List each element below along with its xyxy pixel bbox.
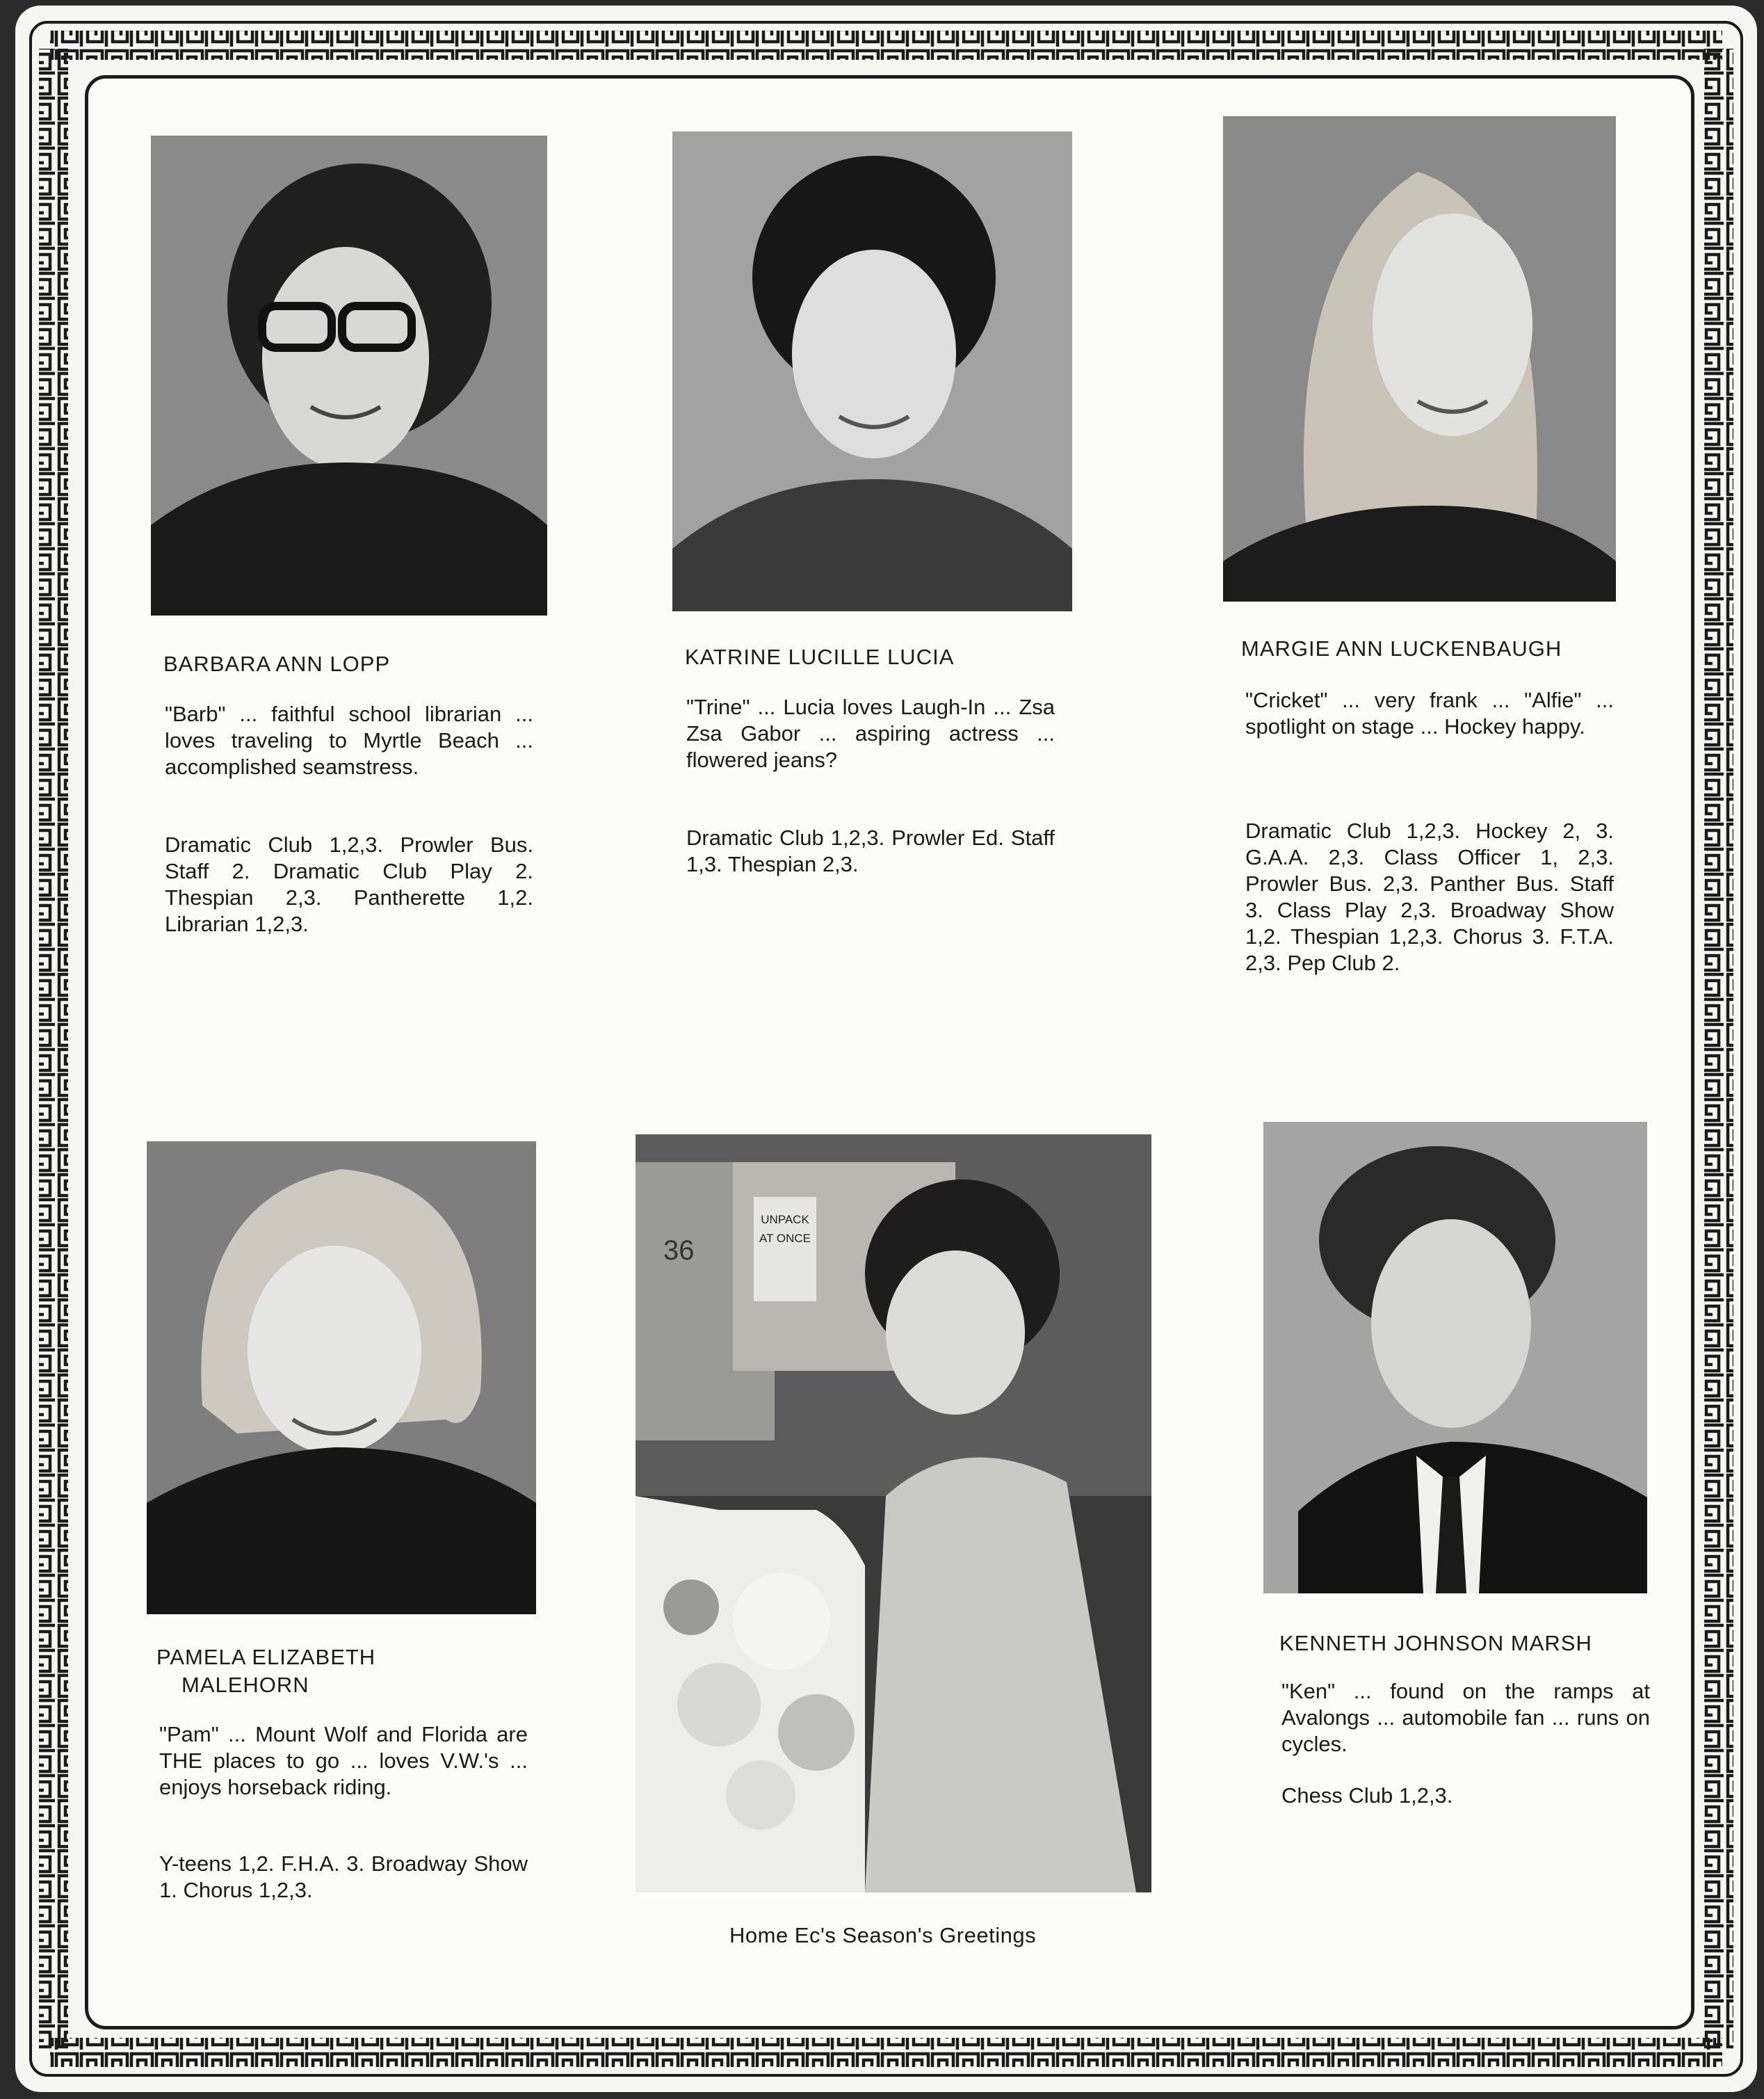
senior-bio-5: "Ken" ... found on the ramps at Avalongs ... automobile fan ... runs on cycles.	[1281, 1679, 1650, 1756]
senior-name-1: BARBARA ANN LOPP	[163, 652, 391, 676]
portrait-photo-barbara	[151, 136, 547, 616]
senior-bio-4: "Pam" ... Mount Wolf and Florida are THE places to go ... loves V.W.'s ... enjoys horseback riding.	[159, 1722, 528, 1799]
box-label-unpack: UNPACK	[761, 1213, 809, 1226]
candid-photo-home-ec	[636, 1134, 1151, 1892]
senior-name-5: KENNETH JOHNSON MARSH	[1279, 1631, 1592, 1655]
box-number: 36	[663, 1235, 695, 1266]
senior-bio-1: "Barb" ... faithful school librarian ... loves traveling to Myrtle Beach ... accomplished seamstress.	[165, 702, 533, 779]
yearbook-page	[15, 6, 1757, 2092]
portrait-photo-kenneth	[1263, 1122, 1647, 1593]
candid-photo-caption: Home Ec's Season's Greetings	[729, 1923, 1037, 1947]
senior-bio-2: "Trine" ... Lucia loves Laugh-In ... Zsa Zsa Gabor ... aspiring actress ... flowered jeans?	[686, 695, 1055, 772]
senior-activities-4: Y-teens 1,2. F.H.A. 3. Broadway Show 1. Chorus 1,2,3.	[159, 1851, 528, 1902]
senior-activities-5: Chess Club 1,2,3.	[1281, 1783, 1453, 1808]
senior-name-4b: MALEHORN	[181, 1673, 309, 1697]
content-panel	[85, 75, 1694, 2029]
box-label-at-once: AT ONCE	[759, 1232, 811, 1245]
senior-bio-3: "Cricket" ... very frank ... "Alfie" ... spotlight on stage ... Hockey happy.	[1245, 688, 1614, 739]
senior-activities-2: Dramatic Club 1,2,3. Prowler Ed. Staff 1,3. Thespian 2,3.	[686, 826, 1055, 876]
portrait-photo-margie	[1223, 116, 1616, 602]
senior-name-4a: PAMELA ELIZABETH	[156, 1645, 376, 1669]
portrait-photo-pamela	[147, 1141, 536, 1614]
portrait-photo-katrine	[672, 131, 1072, 611]
senior-name-3: MARGIE ANN LUCKENBAUGH	[1241, 636, 1562, 661]
senior-activities-3: Dramatic Club 1,2,3. Hockey 2, 3. G.A.A. 2,3. Class Officer 1, 2,3. Prowler Bus. 2,3. Panther Bus. Staff 3. Class Play 2,3. Broadway Show 1,2. Thespian 1,2,3. Chorus 3. F.T.A. 2,3. Pep Club 2.	[1245, 819, 1614, 975]
senior-name-2: KATRINE LUCILLE LUCIA	[685, 645, 955, 669]
senior-activities-1: Dramatic Club 1,2,3. Prowler Bus. Staff 2. Dramatic Club Play 2. Thespian 2,3. Pantherette 1,2. Librarian 1,2,3.	[165, 833, 533, 936]
